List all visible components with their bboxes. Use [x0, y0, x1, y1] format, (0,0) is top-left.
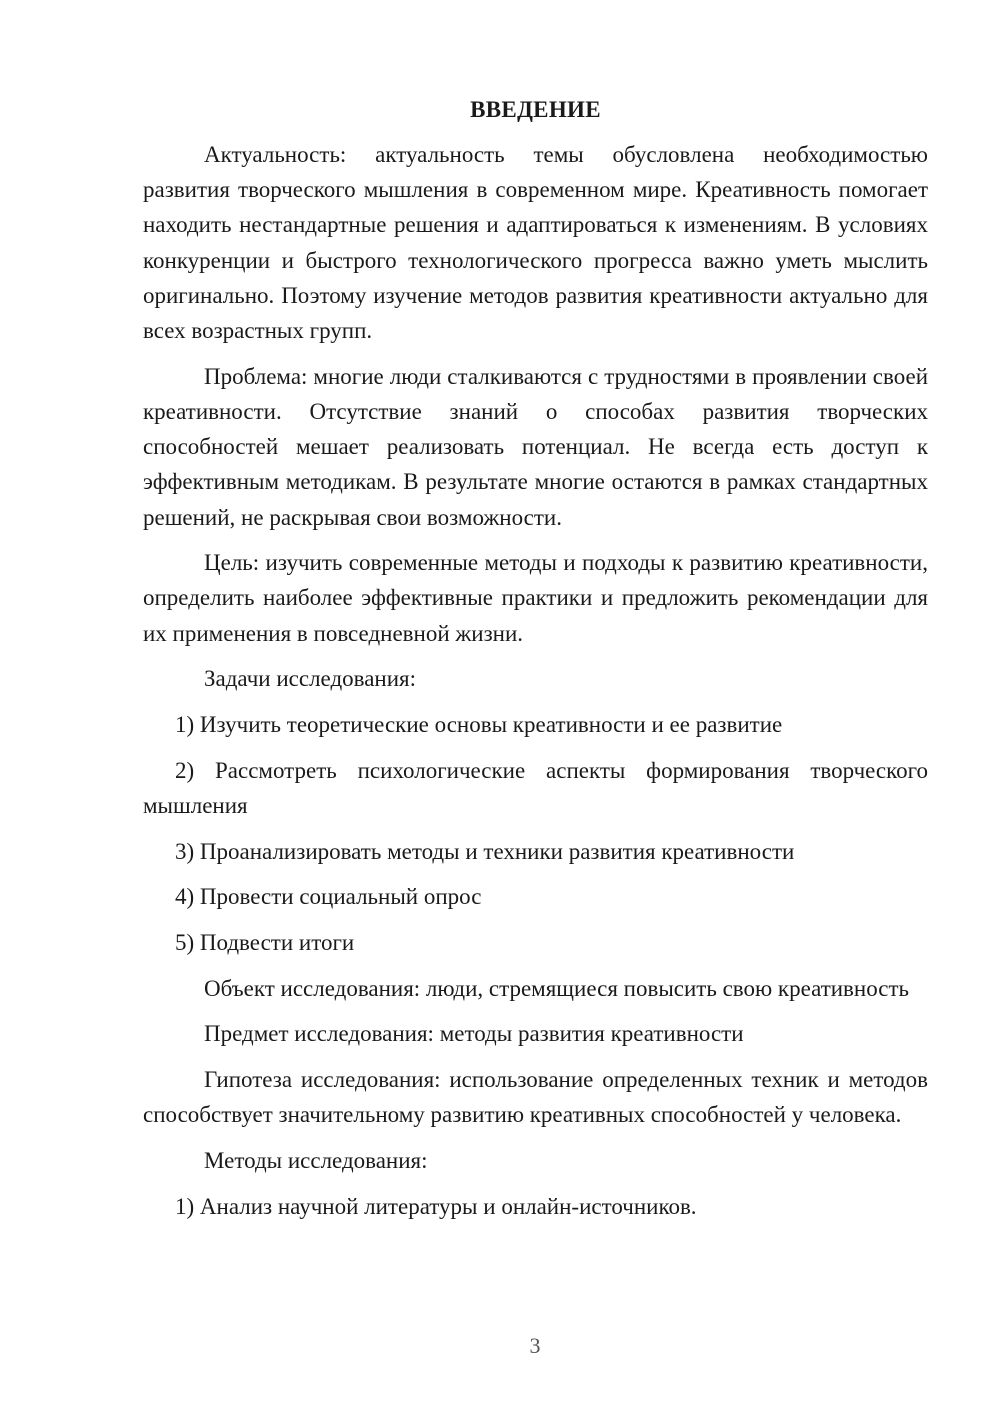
goal-paragraph: Цель: изучить современные методы и подходы к развитию креативности, определить наиболее эффективные практики и предложить рекомендации для их применения в повседневной жизни.: [143, 550, 928, 646]
subject-paragraph: Предмет исследования: методы развития креативности: [204, 1021, 744, 1047]
page-title: ВВЕДЕНИЕ: [470, 97, 601, 122]
problem-paragraph: Проблема: многие люди сталкиваются с трудностями в проявлении своей креативности. Отсутствие знаний о способах развития творческих способностей мешает реализовать потенциал. Не всегда есть доступ к эффективным методикам. В результате многие остаются в рамках стандартных решений, не раскрывая свои возможности.: [143, 363, 928, 530]
object-paragraph: Объект исследования: люди, стремящиеся повысить свою креативность: [204, 975, 910, 1001]
tasks-heading: Задачи исследования:: [204, 666, 417, 692]
hypothesis-paragraph: Гипотеза исследования: использование определенных техник и методов способствует значительному развитию креативных способностей у человека.: [143, 1067, 928, 1128]
page-content: [143, 95, 928, 1234]
task-item: 5) Подвести итоги: [175, 930, 355, 956]
task-item: 3) Проанализировать методы и техники развития креативности: [175, 838, 795, 864]
relevance-paragraph: Актуальность: актуальность темы обусловлена необходимостью развития творческого мышления в современном мире. Креативность помогает находить нестандартные решения и адаптироваться к изменениям. В условиях конкуренции и быстрого технологического прогресса важно уметь мыслить оригинально. Поэтому изучение методов развития креативности актуально для всех возрастных групп.: [143, 142, 928, 344]
methods-heading: Методы исследования:: [204, 1148, 428, 1174]
task-item: 1) Изучить теоретические основы креативности и ее развитие: [175, 712, 783, 738]
page-number: 3: [529, 1333, 541, 1358]
task-item: 2) Рассмотреть психологические аспекты формирования творческого мышления: [143, 757, 928, 818]
task-item: 4) Провести социальный опрос: [175, 884, 482, 910]
method-item: 1) Анализ научной литературы и онлайн-источников.: [175, 1193, 697, 1219]
